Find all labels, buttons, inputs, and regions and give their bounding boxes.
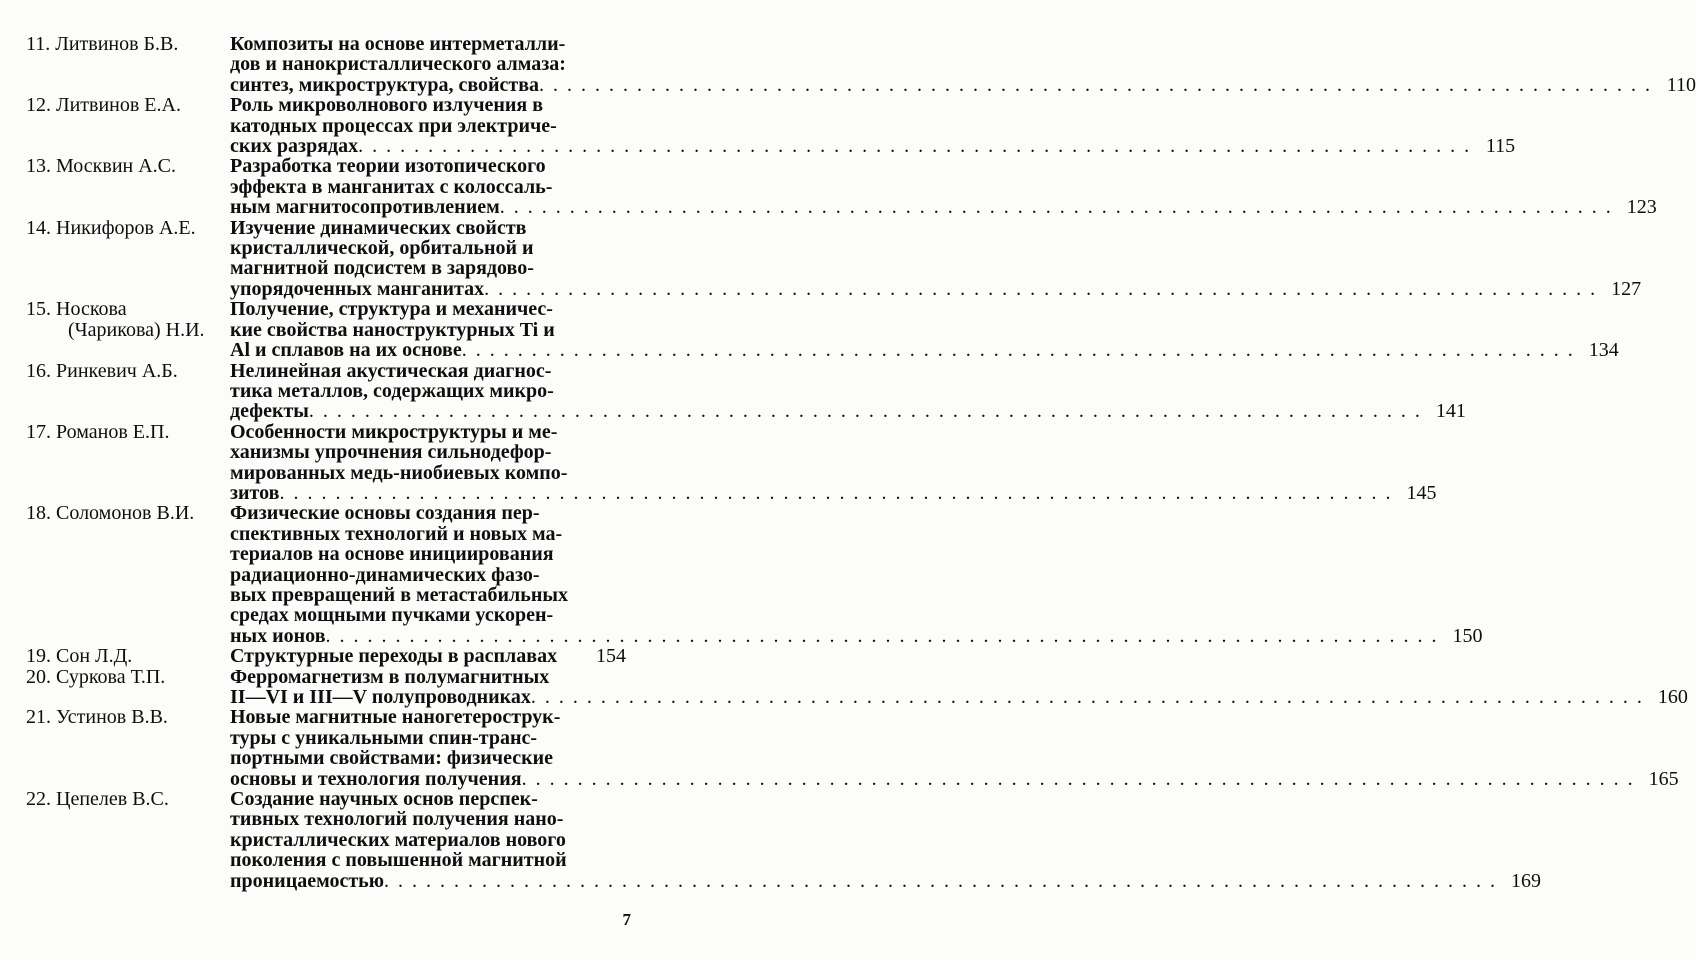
title-line: эффекта в манганитах с колоссаль- <box>230 175 553 198</box>
author-name: 11. Литвинов Б.В. <box>26 33 179 55</box>
leader-dots: . . . . . . . . . . . . . . . . . . . . . . . . . . . . . . . . . . . . . . . . . . . . . . . . . . . . . . . . . . . . . . . . . . . . . . . . . . . . . . . . <box>484 277 1598 300</box>
author-name: 20. Суркова Т.П. <box>26 665 166 688</box>
toc-title <box>230 299 1619 360</box>
toc-author <box>26 707 230 727</box>
toc-page-number: 160 <box>1657 686 1688 708</box>
title-line: ных ионов <box>230 624 326 647</box>
title-line: радиационно-динамических фазо- <box>230 563 540 586</box>
author-name: 13. Москвин А.С. <box>26 155 177 178</box>
toc-page-number: 134 <box>1588 339 1619 362</box>
toc-author <box>26 789 230 809</box>
leader-dots: . . . . . . . . . . . . . . . . . . . . . . . . . . . . . . . . . . . . . . . . . . . . . . . . . . . . . . . . . . . . . . . . . . . . . . . . . . . . . . . . <box>461 339 1575 362</box>
title-line: кристаллической, орбитальной и <box>230 237 534 260</box>
toc-entry <box>26 420 1437 504</box>
author-name: 14. Никифоров А.Е. <box>26 216 196 239</box>
author-name: 15. Носкова <box>26 298 127 321</box>
title-line: Изучение динамических свойств <box>230 216 527 239</box>
title-line: зитов <box>230 481 280 504</box>
leader-dots: . . . . . . . . . . . . . . . . . . . . . . . . . . . . . . . . . . . . . . . . . . . . . . . . . . . . . . . . . . . . . . . . . . . . . . . . . . . . . . . . <box>521 767 1635 790</box>
toc-entry <box>26 155 1657 219</box>
toc-title <box>230 34 1696 95</box>
title-line: Композиты на основе интерметалли- <box>230 33 566 55</box>
toc-author <box>26 503 230 523</box>
title-last-line <box>230 401 1466 421</box>
title-line: упорядоченных манганитах <box>230 277 485 300</box>
toc-entry <box>26 298 1619 362</box>
title-line: дефекты <box>230 400 309 423</box>
toc-title <box>230 361 1466 422</box>
toc-page-number: 123 <box>1626 196 1657 219</box>
toc-title <box>230 95 1515 156</box>
title-line: синтез, микроструктура, свойства <box>230 73 540 96</box>
title-line: кристаллических материалов нового <box>230 828 566 851</box>
toc-page-number: 165 <box>1648 767 1679 790</box>
toc-page-number: 115 <box>1485 135 1516 158</box>
title-last-line <box>230 626 1483 646</box>
title-line: поколения с повышенной магнитной <box>230 849 567 872</box>
title-line: Роль микроволнового излучения в <box>230 94 544 117</box>
toc-title <box>230 789 1541 891</box>
title-last-line <box>230 483 1436 503</box>
toc-title <box>230 707 1679 789</box>
page-number: 7 <box>622 910 631 929</box>
title-line: проницаемостью <box>230 869 385 892</box>
leader-dots: . . . . . . . . . . . . . . . . . . . . . . . . . . . . . . . . . . . . . . . . . . . . . . . . . . . . . . . . . . . . . . . . . . . . . . . . . . . . . . . . <box>308 400 1422 423</box>
toc-page-number: 169 <box>1511 869 1542 892</box>
toc-author <box>26 361 230 381</box>
title-last-line <box>230 197 1657 217</box>
toc-entry <box>26 706 1679 790</box>
toc-page-number: 110 <box>1666 73 1696 96</box>
toc-page-number: 145 <box>1406 481 1437 504</box>
title-last-line <box>230 75 1696 95</box>
title-line: средах мощными пучками ускорен- <box>230 604 554 627</box>
author-name: 22. Цепелев В.С. <box>26 788 169 811</box>
leader-dots: . . . . . . . . . . . . . . . . . . . . . . . . . . . . . . . . . . . . . . . . . . . . . . . . . . . . . . . . . . . . . . . . . . . . . . . . . . . . . . . . <box>358 135 1472 158</box>
title-line: Создание научных основ перспек- <box>230 788 538 811</box>
title-line: кие свойства наноструктурных Ti и <box>230 318 555 341</box>
author-name: 18. Соломонов В.И. <box>26 502 195 525</box>
toc-title <box>230 503 1483 646</box>
toc-entry <box>26 502 1483 647</box>
title-line: Получение, структура и механичес- <box>230 298 553 321</box>
author-name: 21. Устинов В.В. <box>26 706 168 729</box>
title-last-line <box>230 136 1515 156</box>
toc-author <box>26 34 230 54</box>
title-line: териалов на основе инициирования <box>230 543 554 566</box>
toc-title <box>230 667 1688 708</box>
leader-dots: . . . . . . . . . . . . . . . . . . . . . . . . . . . . . . . . . . . . . . . . . . . . . . . . . . . . . . . . . . . . . . . . . . . . . . . . . . . . . . . . <box>539 73 1653 96</box>
leader-dots: . . . . . . . . . . . . . . . . . . . . . . . . . . . . . . . . . . . . . . . . . . . . . . . . . . . . . . . . . . . . . . . . . . . . . . . . . . . . . . . . <box>499 196 1613 219</box>
title-line: Ферромагнетизм в полумагнитных <box>230 665 550 688</box>
toc-author <box>26 422 230 442</box>
toc-entry <box>26 646 626 666</box>
toc-page-number: 150 <box>1452 624 1483 647</box>
title-line: II—VI и III—V полупроводниках <box>230 686 531 708</box>
title-line: Особенности микроструктуры и ме- <box>230 420 558 443</box>
author-name: 17. Романов Е.П. <box>26 420 170 443</box>
title-line: дов и нанокристаллического алмаза: <box>230 53 566 76</box>
toc-title <box>230 422 1436 504</box>
title-line: ских разрядах <box>230 135 359 158</box>
title-last-line <box>230 769 1679 789</box>
leader-dots: . . . . . . . . . . . . . . . . . . . . . . . . . . . . . . . . . . . . . . . . . . . . . . . . . . . . . . . . . . . . . . . . . . . . . . . . . . . . . . . . <box>279 481 1393 504</box>
author-name: (Чарикова) Н.И. <box>68 318 205 341</box>
title-last-line <box>230 871 1541 891</box>
title-line: Al и сплавов на их основе <box>230 339 462 362</box>
author-name: 12. Литвинов Е.А. <box>26 94 181 117</box>
title-line: Нелинейная акустическая диагнос- <box>230 359 552 382</box>
toc-page-number: 141 <box>1435 400 1466 423</box>
title-last-line <box>230 340 1619 360</box>
toc-author <box>26 299 230 340</box>
title-line: вых превращений в метастабильных <box>230 583 568 606</box>
title-line: Разработка теории изотопического <box>230 155 546 178</box>
leader-dots: . . . . . . . . . . . . . . . . . . . . . . . . . . . . . . . . . . . . . . . . . . . . . . . . . . . . . . . . . . . . . . . . . . . . . . . . . . . . . . . . <box>530 686 1644 708</box>
toc-page-number: 154 <box>596 645 626 668</box>
toc-entry <box>26 33 1696 96</box>
title-line: портными свойствами: физические <box>230 747 553 770</box>
title-line: магнитной подсистем в зарядово- <box>230 257 534 280</box>
toc-author <box>26 156 230 176</box>
title-line: тивных технологий получения нано- <box>230 808 564 831</box>
toc-entry <box>26 788 1542 892</box>
toc-author <box>26 646 230 666</box>
title-line: спективных технологий и новых ма- <box>230 522 563 545</box>
toc-author <box>26 218 230 238</box>
title-line: основы и технология получения <box>230 767 522 790</box>
author-name: 19. Сон Л.Д. <box>26 645 133 668</box>
title-last-line <box>230 687 1688 707</box>
title-line: ханизмы упрочнения сильнодефор- <box>230 441 552 464</box>
title-line: туры с уникальными спин-транс- <box>230 726 538 749</box>
toc-title <box>230 218 1641 300</box>
title-line: тика металлов, содержащих микро- <box>230 379 554 402</box>
title-line: Структурные переходы в расплавах <box>230 645 558 668</box>
author-name: 16. Ринкевич А.Б. <box>26 359 178 382</box>
title-last-line <box>230 279 1641 299</box>
leader-dots: . . . . . . . . . . . . . . . . . . . . . . . . . . . . . . . . . . . . . . . . . . . . . . . . . . . . . . . . . . . . . . . . . . . . . . . . . . . . . . . . <box>325 624 1439 647</box>
toc-author <box>26 95 230 115</box>
table-of-contents <box>26 33 1696 892</box>
title-line: Новые магнитные наногетерострук- <box>230 706 561 729</box>
toc-entry <box>26 216 1642 300</box>
title-last-line <box>230 646 626 666</box>
toc-entry <box>26 665 1688 708</box>
title-line: ным магнитосопротивлением <box>230 196 500 219</box>
toc-entry <box>26 359 1466 423</box>
leader-dots: . . . . . . . . . . . . . . . . . . . . . . . . . . . . . . . . . . . . . . . . . . . . . . . . . . . . . . . . . . . . . . . . . . . . . . . . . . . . . . . . <box>384 869 1498 892</box>
toc-page-number: 127 <box>1611 277 1642 300</box>
toc-entry <box>26 94 1516 158</box>
toc-title <box>230 156 1657 217</box>
toc-author <box>26 667 230 687</box>
title-line: катодных процессах при электриче- <box>230 114 557 137</box>
toc-title <box>230 646 626 666</box>
title-line: Физические основы создания пер- <box>230 502 540 525</box>
title-line: мированных медь-ниобиевых компо- <box>230 461 568 484</box>
